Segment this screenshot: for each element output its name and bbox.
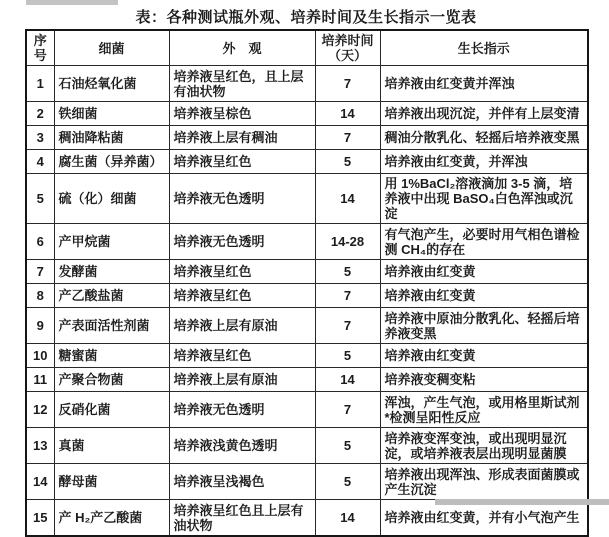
header-row: [26, 30, 588, 66]
table-row: [26, 150, 588, 174]
table-row: [26, 224, 588, 260]
cell-appearance: 培养液呈浅褐色: [169, 464, 315, 500]
cell-appearance: 培养液呈红色: [169, 260, 315, 284]
cell-serial: 14: [26, 464, 54, 500]
cell-appearance: 培养液无色透明: [169, 174, 315, 224]
cell-serial: 2: [26, 102, 54, 126]
table-row: [26, 66, 588, 102]
cell-appearance: 培养液无色透明: [169, 224, 315, 260]
scan-artifact-top: [26, 0, 118, 5]
cell-culture-time: 5: [315, 150, 380, 174]
cell-bacteria: 真菌: [54, 428, 169, 464]
cell-bacteria: 产乙酸盐菌: [54, 284, 169, 308]
cell-serial: 6: [26, 224, 54, 260]
table-body: [26, 66, 588, 537]
cell-bacteria: 发酵菌: [54, 260, 169, 284]
cell-culture-time: 7: [315, 66, 380, 102]
cell-serial: 1: [26, 66, 54, 102]
cell-culture-time: 5: [315, 260, 380, 284]
cell-growth-indicator: 培养液变稠变粘: [380, 368, 588, 392]
cell-bacteria: 铁细菌: [54, 102, 169, 126]
cell-growth-indicator: 培养液由红变黄并浑浊: [380, 66, 588, 102]
table-row: [26, 344, 588, 368]
cell-serial: 9: [26, 308, 54, 344]
bacteria-test-table: [25, 29, 589, 537]
cell-bacteria: 产 H₂产乙酸菌: [54, 500, 169, 537]
cell-culture-time: 5: [315, 464, 380, 500]
cell-appearance: 培养液上层有原油: [169, 308, 315, 344]
cell-serial: 4: [26, 150, 54, 174]
cell-bacteria: 产聚合物菌: [54, 368, 169, 392]
cell-appearance: 培养液上层有稠油: [169, 126, 315, 150]
cell-serial: 12: [26, 392, 54, 428]
col-header-appearance: 外 观: [169, 30, 315, 66]
cell-culture-time: 7: [315, 126, 380, 150]
cell-appearance: 培养液呈棕色: [169, 102, 315, 126]
table-row: [26, 428, 588, 464]
cell-serial: 10: [26, 344, 54, 368]
cell-growth-indicator: 浑浊，产生气泡，或用格里斯试剂*检测呈阳性反应: [380, 392, 588, 428]
table-row: [26, 392, 588, 428]
cell-culture-time: 14: [315, 368, 380, 392]
cell-serial: 13: [26, 428, 54, 464]
cell-culture-time: 7: [315, 392, 380, 428]
cell-culture-time: 14: [315, 500, 380, 537]
cell-growth-indicator: 培养液由红变黄: [380, 284, 588, 308]
cell-growth-indicator: 培养液出现浑浊、形成表面菌膜或产生沉淀: [380, 464, 588, 500]
cell-appearance: 培养液呈红色，且上层有油状物: [169, 66, 315, 102]
cell-bacteria: 腐生菌（异养菌）: [54, 150, 169, 174]
cell-bacteria: 反硝化菌: [54, 392, 169, 428]
col-header-bacteria: 细菌: [54, 30, 169, 66]
cell-culture-time: 14: [315, 174, 380, 224]
cell-serial: 5: [26, 174, 54, 224]
cell-growth-indicator: 培养液中原油分散乳化、轻摇后培养液变黑: [380, 308, 588, 344]
cell-growth-indicator: 培养液由红变黄: [380, 260, 588, 284]
cell-appearance: 培养液呈红色: [169, 284, 315, 308]
cell-appearance: 培养液呈红色且上层有油状物: [169, 500, 315, 537]
cell-serial: 11: [26, 368, 54, 392]
cell-bacteria: 糖蜜菌: [54, 344, 169, 368]
cell-culture-time: 7: [315, 308, 380, 344]
table-row: [26, 464, 588, 500]
cell-growth-indicator: 培养液由红变黄，并浑浊: [380, 150, 588, 174]
cell-serial: 15: [26, 500, 54, 537]
cell-growth-indicator: 稠油分散乳化、轻摇后培养液变黑: [380, 126, 588, 150]
cell-bacteria: 产甲烷菌: [54, 224, 169, 260]
table-title: 表：各种测试瓶外观、培养时间及生长指示一览表: [135, 9, 477, 26]
cell-serial: 3: [26, 126, 54, 150]
table-row: [26, 368, 588, 392]
cell-culture-time: 5: [315, 428, 380, 464]
scan-artifact-bottom: [435, 499, 609, 505]
cell-growth-indicator: 培养液由红变黄: [380, 344, 588, 368]
cell-bacteria: 石油烃氧化菌: [54, 66, 169, 102]
cell-appearance: 培养液浅黄色透明: [169, 428, 315, 464]
cell-serial: 8: [26, 284, 54, 308]
cell-culture-time: 14: [315, 102, 380, 126]
cell-bacteria: 酵母菌: [54, 464, 169, 500]
col-header-culture-time: 培养时间（天）: [315, 30, 380, 66]
cell-culture-time: 5: [315, 344, 380, 368]
cell-bacteria: 产表面活性剂菌: [54, 308, 169, 344]
cell-growth-indicator: 培养液由红变黄，并有小气泡产生: [380, 500, 588, 537]
cell-appearance: 培养液呈红色: [169, 344, 315, 368]
table-row: [26, 126, 588, 150]
cell-culture-time: 14-28: [315, 224, 380, 260]
cell-appearance: 培养液上层有原油: [169, 368, 315, 392]
cell-serial: 7: [26, 260, 54, 284]
cell-appearance: 培养液无色透明: [169, 392, 315, 428]
col-header-growth-indicator: 生长指示: [380, 30, 588, 66]
cell-bacteria: 硫（化）细菌: [54, 174, 169, 224]
cell-bacteria: 稠油降粘菌: [54, 126, 169, 150]
cell-growth-indicator: 有气泡产生，必要时用气相色谱检测 CH₄的存在: [380, 224, 588, 260]
col-header-serial: 序号: [26, 30, 54, 66]
table-row: [26, 102, 588, 126]
table-row: [26, 260, 588, 284]
table-row: [26, 284, 588, 308]
cell-culture-time: 7: [315, 284, 380, 308]
cell-growth-indicator: 用 1%BaCl₂溶液滴加 3-5 滴，培养液中出现 BaSO₄白色浑浊或沉淀: [380, 174, 588, 224]
cell-appearance: 培养液呈红色: [169, 150, 315, 174]
cell-growth-indicator: 培养液出现沉淀，并伴有上层变清: [380, 102, 588, 126]
table-row: [26, 308, 588, 344]
table-header: [26, 30, 588, 66]
cell-growth-indicator: 培养液变浑变浊，或出现明显沉淀，或培养液表层出现明显菌膜: [380, 428, 588, 464]
table-row: [26, 174, 588, 224]
